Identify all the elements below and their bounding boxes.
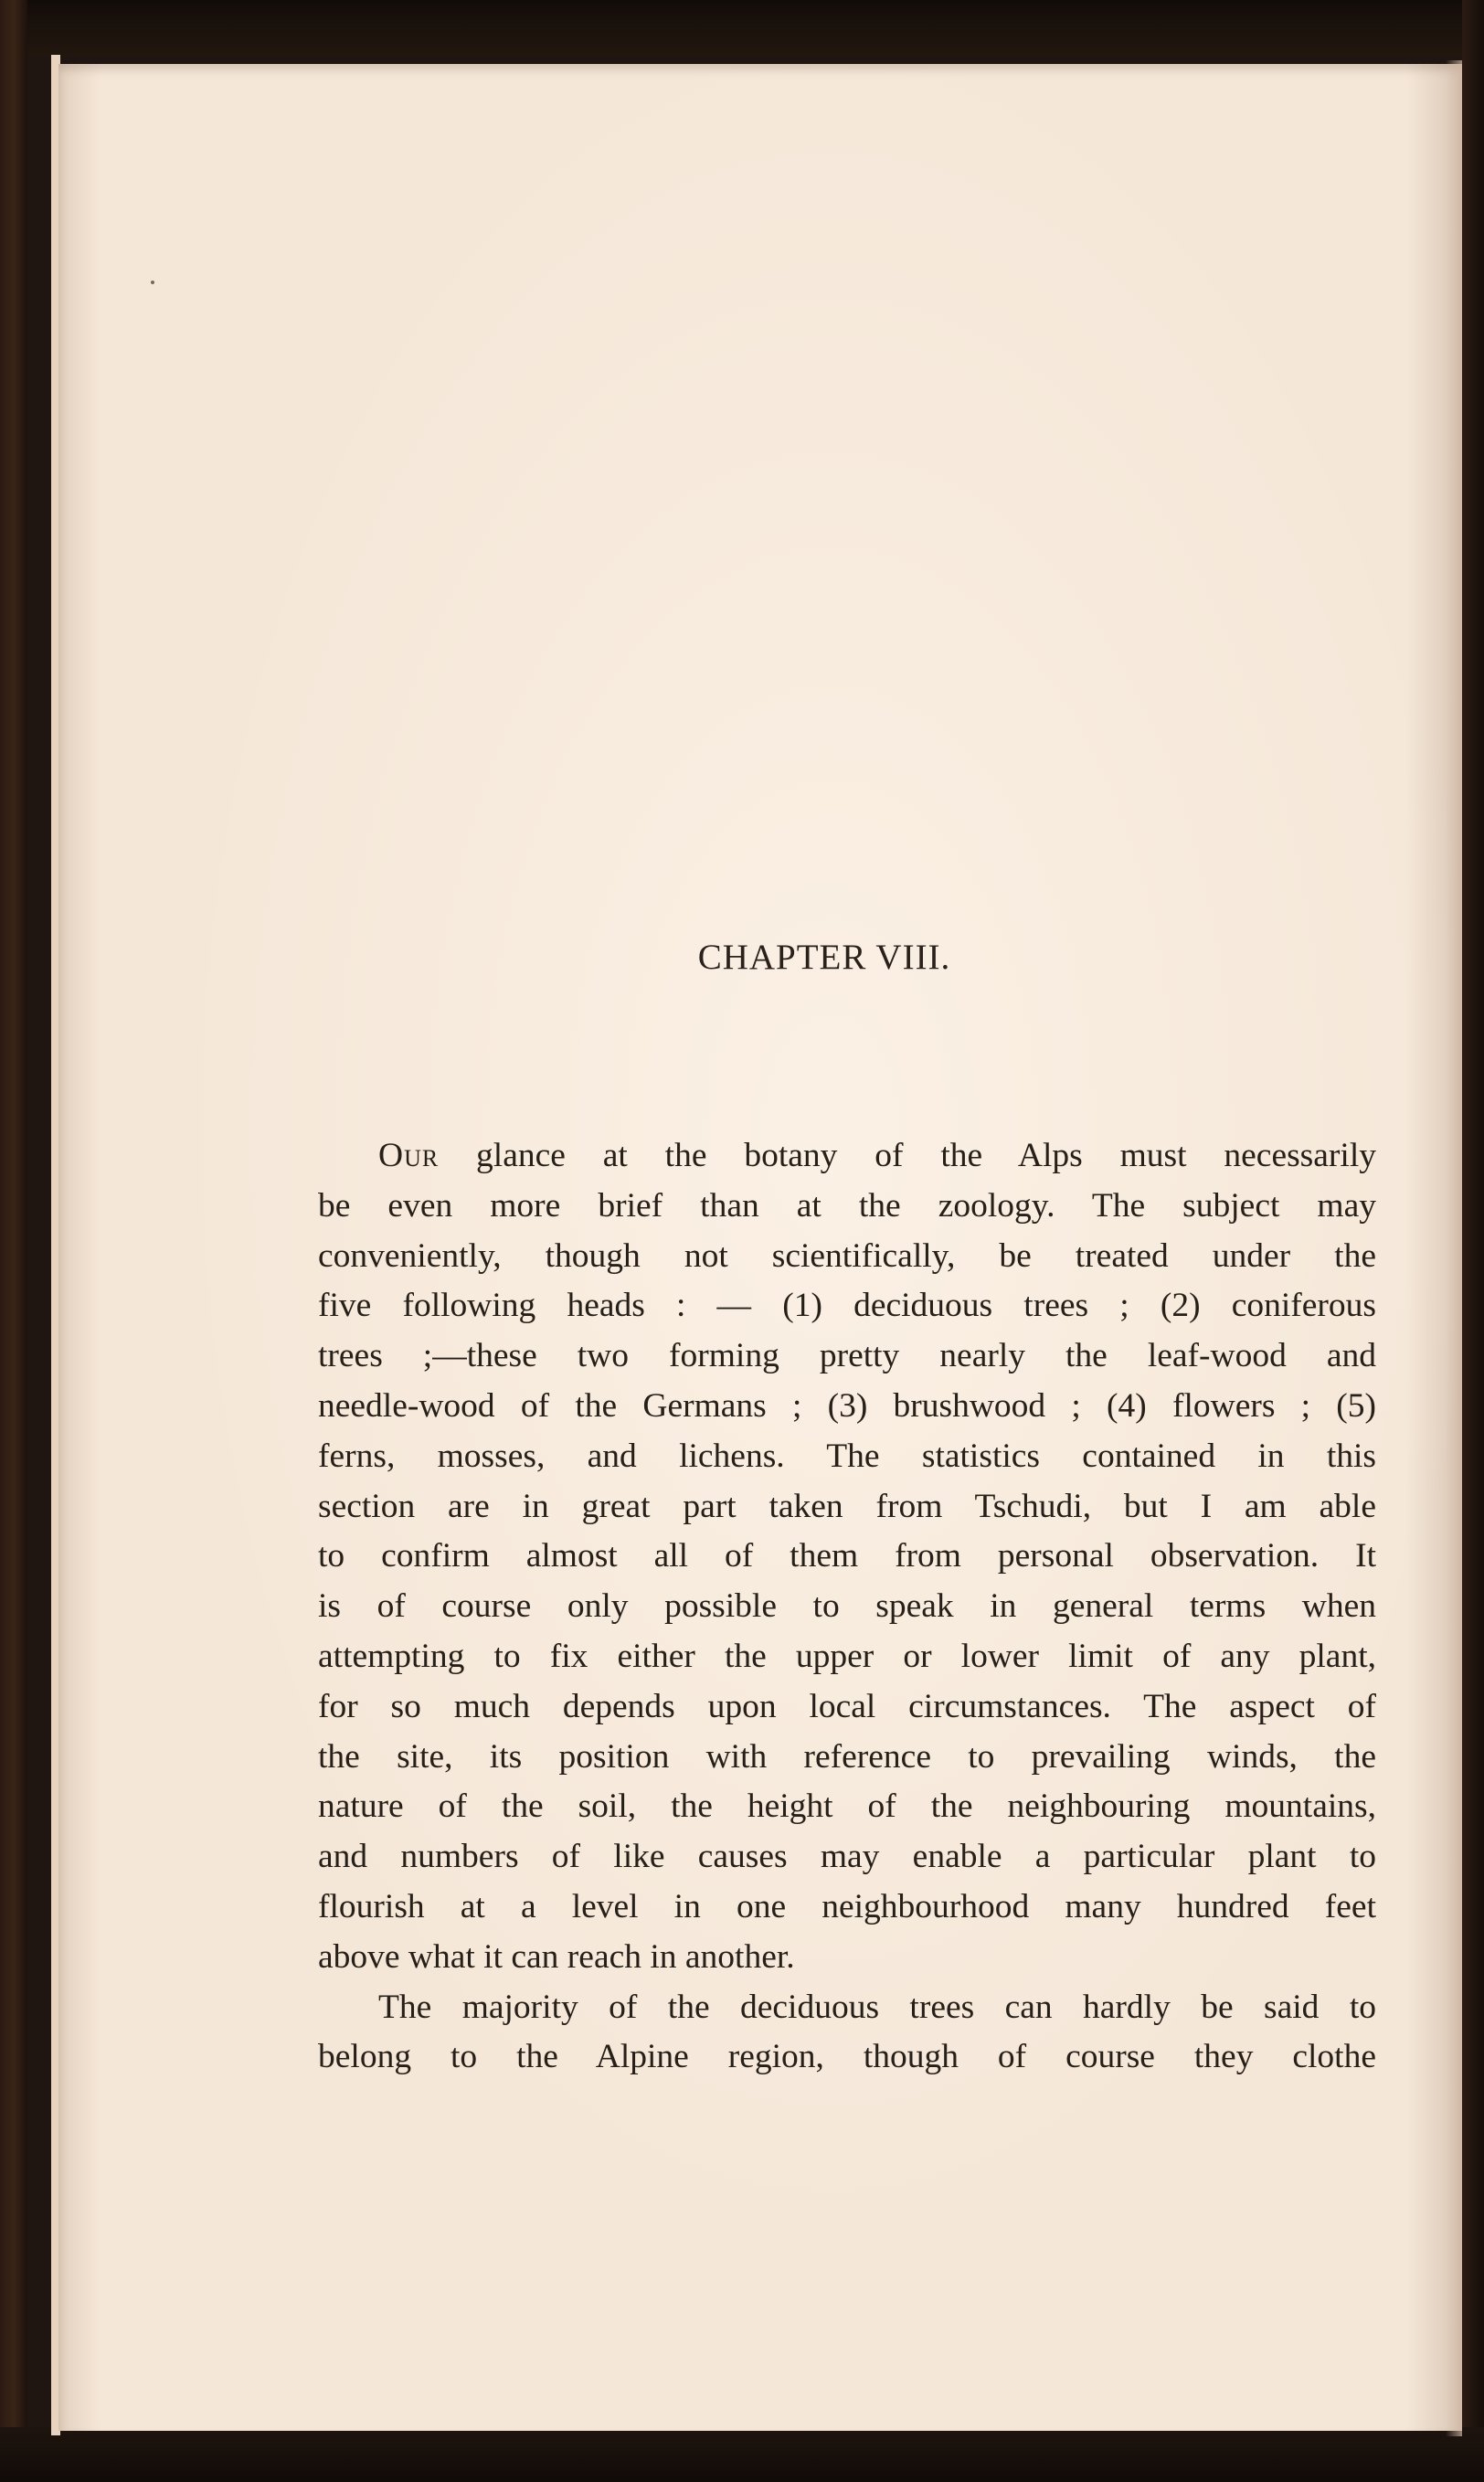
- text-line: is of course only possible to speak in general terms when: [318, 1587, 1376, 1626]
- drop-word: Our: [378, 1137, 440, 1174]
- text-line: [318, 1131, 1376, 1182]
- paper-speck: [151, 281, 154, 284]
- text-line: belong to the Alpine region, though of course they clothe: [318, 2038, 1376, 2076]
- page-gutter-shadow: [1446, 60, 1462, 2436]
- scan-left-border: [0, 0, 27, 2482]
- text-line: for so much depends upon local circumstances. The aspect of: [318, 1687, 1376, 1725]
- text-line: the site, its position with reference to prevailing winds, the: [318, 1737, 1376, 1776]
- scan-top-border: [0, 0, 1484, 57]
- text-line-rest: glance at the botany of the Alps must necessarily: [439, 1137, 1376, 1174]
- text-line: nature of the soil, the height of the neighbouring mountains,: [318, 1787, 1376, 1826]
- text-line: attempting to fix either the upper or lower limit of any plant,: [318, 1637, 1376, 1675]
- scan-bottom-border: [0, 2427, 1484, 2482]
- paragraph-2: [318, 1983, 1376, 2084]
- paragraph-1: [318, 1131, 1376, 1983]
- body-text: [318, 1131, 1376, 2083]
- chapter-heading: CHAPTER VIII.: [697, 938, 951, 977]
- scan-right-border: [1462, 0, 1484, 2482]
- text-line: five following heads : — (1) deciduous trees ; (2) coniferous: [318, 1287, 1376, 1325]
- text-line: conveniently, though not scientifically, be treated under the: [318, 1236, 1376, 1275]
- text-line: trees ;—these two forming pretty nearly the leaf-wood and: [318, 1337, 1376, 1375]
- text-line: be even more brief than at the zoology. The subject may: [318, 1186, 1376, 1225]
- text-line: needle-wood of the Germans ; (3) brushwood ; (4) flowers ; (5): [318, 1386, 1376, 1425]
- text-line: and numbers of like causes may enable a particular plant to: [318, 1838, 1376, 1876]
- text-line: The majority of the deciduous trees can hardly be said to: [378, 1988, 1376, 2026]
- text-line: flourish at a level in one neighbourhood many hundred feet: [318, 1887, 1376, 1925]
- text-line: above what it can reach in another.: [318, 1937, 795, 1976]
- text-line: section are in great part taken from Tschudi, but I am able: [318, 1487, 1376, 1525]
- text-line: to confirm almost all of them from personal observation. It: [318, 1537, 1376, 1575]
- text-line: ferns, mosses, and lichens. The statistics contained in this: [318, 1437, 1376, 1475]
